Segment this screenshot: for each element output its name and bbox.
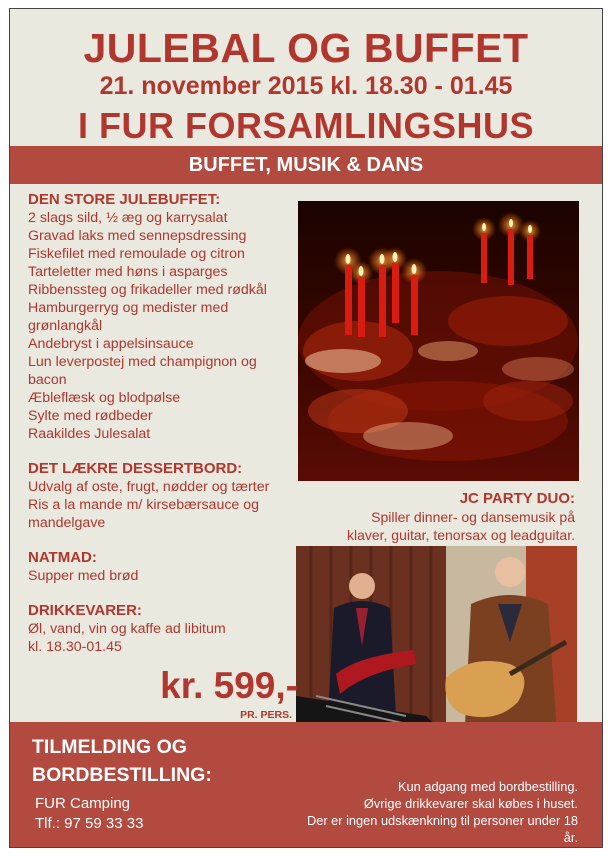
menu-column xyxy=(28,190,308,656)
menu-item: Æbleflæsk og blodpølse xyxy=(28,390,181,406)
banner: BUFFET, MUSIK & DANS xyxy=(10,146,602,184)
buffet-photo xyxy=(298,201,579,481)
note-line: Der er ingen udskænkning til personer under 18 år. xyxy=(306,813,578,845)
menu-item: Lun leverpostej med champignon og xyxy=(28,354,257,370)
price: kr. 599,- xyxy=(160,665,298,706)
notes xyxy=(300,778,578,846)
menu-item: Udvalg af oste, frugt, nødder og tærter xyxy=(28,479,270,495)
menu-item: Tarteletter med høns i asparges xyxy=(28,264,228,280)
band-info xyxy=(310,489,575,544)
menu-item: Ris a la mande m/ kirsebærsauce og xyxy=(28,497,260,513)
price-per: PR. PERS. xyxy=(240,709,292,721)
menu-item: mandelgave xyxy=(28,515,106,531)
contact xyxy=(35,794,143,834)
menu-item: Sylte med rødbeder xyxy=(28,408,153,424)
menu-item: 2 slags sild, ½ æg og karrysalat xyxy=(28,210,228,226)
band-heading: JC PARTY DUO: xyxy=(459,490,575,507)
menu-item: Ribbenssteg og frikadeller med rødkål xyxy=(28,282,267,298)
band-line: Spiller dinner- og dansemusik på xyxy=(371,509,575,525)
menu-item: Raakildes Julesalat xyxy=(28,426,151,442)
menu-item: Hamburgerryg og medister med xyxy=(28,300,229,316)
contact-phone: Tlf.: 97 59 33 33 xyxy=(35,815,144,832)
signup-line: TILMELDING OG xyxy=(32,736,187,758)
natmad-heading: NATMAD: xyxy=(28,549,97,566)
julebuffet-heading: DEN STORE JULEBUFFET: xyxy=(28,191,221,208)
menu-item: Fiskefilet med remoulade og citron xyxy=(28,246,245,262)
menu-item: Øl, vand, vin og kaffe ad libitum xyxy=(28,621,226,637)
drikke-heading: DRIKKEVARER: xyxy=(28,602,142,619)
contact-name: FUR Camping xyxy=(35,795,131,812)
menu-item: Andebryst i appelsinsauce xyxy=(28,336,194,352)
menu-item: grønlangkål xyxy=(28,318,103,334)
poster-title: JULEBAL OG BUFFET xyxy=(83,25,529,71)
note-line: Øvrige drikkevarer skal købes i huset. xyxy=(363,796,578,811)
venue-line: I FUR FORSAMLINGSHUS xyxy=(78,105,534,146)
note-line: Kun adgang med bordbestilling. xyxy=(398,779,578,794)
menu-item: Supper med brød xyxy=(28,568,139,584)
date-line: 21. november 2015 kl. 18.30 - 01.45 xyxy=(99,72,513,100)
signup-heading xyxy=(32,733,212,789)
dessert-heading: DET LÆKRE DESSERTBORD: xyxy=(28,460,243,477)
band-line: klaver, guitar, tenorsax og leadguitar. xyxy=(346,527,575,543)
menu-item: kl. 18.30-01.45 xyxy=(28,639,122,655)
menu-item: bacon xyxy=(28,372,67,388)
menu-item: Gravad laks med sennepsdressing xyxy=(28,228,247,244)
signup-line: BORDBESTILLING: xyxy=(32,764,212,786)
poster xyxy=(9,8,603,848)
